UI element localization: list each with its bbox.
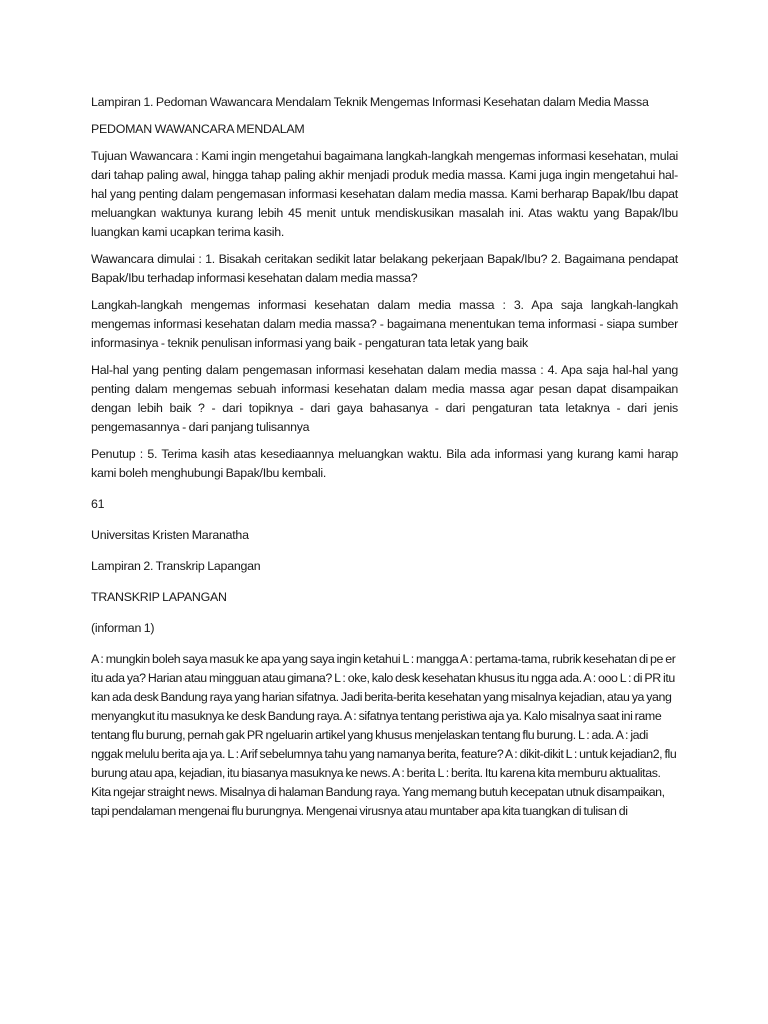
document-page bbox=[91, 93, 678, 829]
interview-closing: Penutup : 5. Terima kasih atas kesediaannya meluangkan waktu. Bila ada informasi yang kurang kami harap kami boleh menghubungi Bapak/Ibu kembali. bbox=[91, 447, 678, 480]
interview-opening: Wawancara dimulai : 1. Bisakah ceritakan sedikit latar belakang pekerjaan Bapak/Ibu? 2. Bagaimana pendapat Bapak/Ibu terhadap informasi kesehatan dalam media massa? bbox=[91, 252, 678, 285]
appendix-1-title: Lampiran 1. Pedoman Wawancara Mendalam Teknik Mengemas Informasi Kesehatan dalam Media Massa bbox=[91, 95, 649, 109]
packaging-steps: Langkah-langkah mengemas informasi kesehatan dalam media massa : 3. Apa saja langkah-langkah mengemas informasi kesehatan dalam media massa? - bagaimana menentukan tema informasi - siapa sumber informasinya - teknik penulisan informasi yang baik - pengaturan tata letak yang baik bbox=[91, 298, 678, 350]
appendix-2-title: Lampiran 2. Transkrip Lapangan bbox=[91, 559, 261, 573]
university-name: Universitas Kristen Maranatha bbox=[91, 528, 249, 542]
page-number: 61 bbox=[91, 497, 105, 511]
transcript-body: A : mungkin boleh saya masuk ke apa yang saya ingin ketahui L : mangga A : pertama-tama, rubrik kesehatan di pe er itu ada ya? Harian atau mingguan atau gimana? L : oke, kalo desk kesehatan khusus itu ngga ada. A : ooo L : di PR itu kan ada desk Bandung raya yang harian sifatnya. Jadi berita-berita kesehatan yang misalnya kejadian, atau ya yang menyangkut itu masuknya ke desk Bandung raya. A : sifatnya tentang peristiwa aja ya. Kalo misalnya saat ini rame tentang flu burung, pernah gak PR ngeluarin artikel yang khusus menjelaskan tentang flu burung. L : ada. A : jadi nggak melulu berita aja ya. L : Arif sebelumnya tahu yang namanya berita, feature? A : dikit-dikit L : untuk kejadian2, flu burung atau apa, kejadian, itu biasanya masuknya ke news. A : berita L : berita. Itu karena kita memburu aktualitas. Kita ngejar straight news. Misalnya di halaman Bandung raya. Yang memang butuh kecepatan utnuk disampaikan, tapi pendalaman mengenai flu burungnya. Mengenai virusnya atau muntaber apa kita tuangkan di tulisan di bbox=[91, 652, 677, 818]
informant-label: (informan 1) bbox=[91, 621, 155, 635]
interview-objective: Tujuan Wawancara : Kami ingin mengetahui bagaimana langkah-langkah mengemas informasi kesehatan, mulai dari tahap paling awal, hingga tahap paling akhir menjadi produk media massa. Kami juga ingin mengetahui hal-hal yang penting dalam pengemasan informasi kesehatan dalam media massa. Kami berharap Bapak/Ibu dapat meluangkan waktunya kurang lebih 45 menit untuk mendiskusikan masalah ini. Atas waktu yang Bapak/Ibu luangkan kami ucapkan terima kasih. bbox=[91, 149, 678, 239]
interview-guide-heading: PEDOMAN WAWANCARA MENDALAM bbox=[91, 122, 305, 136]
important-points: Hal-hal yang penting dalam pengemasan informasi kesehatan dalam media massa : 4. Apa saja hal-hal yang penting dalam mengemas sebuah informasi kesehatan dalam media massa agar pesan dapat disampaikan dengan lebih baik ? - dari topiknya - dari gaya bahasanya - dari pengaturan tata letaknya - dari jenis pengemasannya - dari panjang tulisannya bbox=[91, 363, 678, 434]
transcript-heading: TRANSKRIP LAPANGAN bbox=[91, 590, 227, 604]
